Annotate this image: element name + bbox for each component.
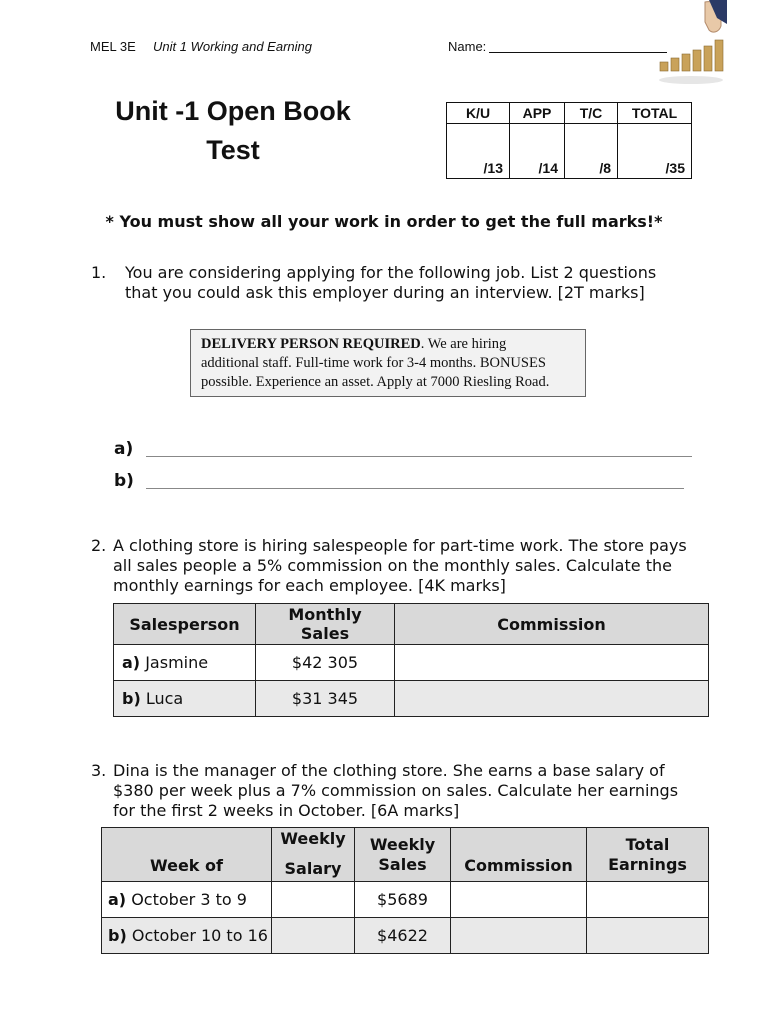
ad-line-1: . We are hiring bbox=[420, 336, 507, 352]
marks-header-app: APP bbox=[510, 103, 565, 124]
marks-header-total: TOTAL bbox=[618, 103, 692, 124]
salesperson-name: Jasmine bbox=[145, 653, 209, 672]
q2-header-monthly-sales bbox=[256, 604, 395, 645]
q3-row-b-commission-cell[interactable] bbox=[451, 918, 587, 954]
title-line-1: Unit -1 Open Book bbox=[115, 96, 351, 126]
q3-header-sales-line-1: Weekly bbox=[369, 834, 436, 854]
week-range: October 10 to 16 bbox=[131, 926, 268, 945]
marks-app-cell[interactable]: /14 bbox=[510, 124, 565, 179]
q3-header-total-line-2: Earnings bbox=[608, 854, 687, 874]
q2-row-a-commission-cell[interactable] bbox=[395, 645, 709, 681]
q3-line-3: for the first 2 weeks in October. [6A marks] bbox=[113, 801, 460, 820]
q1-b-answer-line[interactable] bbox=[146, 488, 684, 489]
q2-row-b-sales: $31 345 bbox=[256, 681, 395, 717]
q3-header-total-line-1: Total bbox=[625, 834, 670, 854]
q1-b-label: b) bbox=[114, 471, 134, 491]
marks-ku-cell[interactable]: /13 bbox=[447, 124, 510, 179]
name-field[interactable] bbox=[448, 39, 667, 54]
row-label: b) bbox=[122, 689, 141, 708]
ad-heading: DELIVERY PERSON REQUIRED bbox=[201, 336, 421, 352]
q3-line-2: $380 per week plus a 7% commission on sales. Calculate her earnings bbox=[113, 781, 679, 800]
q2-text bbox=[113, 536, 687, 596]
q1-line-1: You are considering applying for the following job. List 2 questions bbox=[125, 263, 657, 282]
week-range: October 3 to 9 bbox=[131, 890, 247, 909]
q3-header-salary-line-1: Weekly bbox=[280, 829, 346, 848]
q2-header-commission: Commission bbox=[395, 604, 709, 645]
q3-row-a-commission-cell[interactable] bbox=[451, 882, 587, 918]
table-row bbox=[114, 681, 709, 717]
q2-table bbox=[113, 603, 709, 717]
q1-number: 1. bbox=[91, 263, 107, 282]
q3-number: 3. bbox=[91, 761, 107, 780]
q1-text bbox=[125, 263, 656, 303]
q2-row-a-person bbox=[114, 645, 256, 681]
q3-row-a-week bbox=[102, 882, 272, 918]
q2-line-3: monthly earnings for each employee. [4K marks] bbox=[113, 576, 506, 595]
q2-header-salesperson: Salesperson bbox=[114, 604, 256, 645]
page-title bbox=[100, 92, 366, 170]
q3-header-commission: Commission bbox=[451, 828, 587, 882]
q3-row-a-salary-cell[interactable] bbox=[272, 882, 355, 918]
q2-row-b-person bbox=[114, 681, 256, 717]
row-label: a) bbox=[122, 653, 141, 672]
row-label: a) bbox=[108, 890, 127, 909]
coin-stack-hand-icon bbox=[655, 0, 727, 94]
table-row bbox=[102, 882, 709, 918]
q3-row-b-sales: $4622 bbox=[355, 918, 451, 954]
q1-line-2: that you could ask this employer during an interview. [2T marks] bbox=[125, 283, 645, 302]
q3-header-salary-line-2: Salary bbox=[284, 859, 342, 878]
q2-row-b-commission-cell[interactable] bbox=[395, 681, 709, 717]
q2-header-sales-line-1: Monthly bbox=[288, 605, 362, 624]
q3-text bbox=[113, 761, 678, 821]
q3-row-a-sales: $5689 bbox=[355, 882, 451, 918]
table-row bbox=[102, 918, 709, 954]
q3-header-weekly-salary bbox=[272, 828, 355, 882]
q2-number: 2. bbox=[91, 536, 107, 555]
ad-line-3: possible. Experience an asset. Apply at 7000 Riesling Road. bbox=[201, 374, 550, 390]
title-line-2: Test bbox=[206, 135, 260, 165]
course-code: MEL 3E bbox=[90, 39, 136, 54]
q2-line-1: A clothing store is hiring salespeople for part-time work. The store pays bbox=[113, 536, 687, 555]
ad-line-2: additional staff. Full-time work for 3-4 months. BONUSES bbox=[201, 355, 546, 371]
q3-line-1: Dina is the manager of the clothing store. She earns a base salary of bbox=[113, 761, 665, 780]
q1-a-label: a) bbox=[114, 439, 134, 459]
job-ad bbox=[190, 329, 586, 397]
q2-line-2: all sales people a 5% commission on the monthly sales. Calculate the bbox=[113, 556, 672, 575]
row-label: b) bbox=[108, 926, 127, 945]
name-line[interactable] bbox=[489, 40, 667, 53]
marks-header-tc: T/C bbox=[565, 103, 618, 124]
marks-table bbox=[446, 102, 692, 179]
q3-table bbox=[101, 827, 709, 954]
q3-row-b-week bbox=[102, 918, 272, 954]
table-row bbox=[114, 645, 709, 681]
q3-row-b-salary-cell[interactable] bbox=[272, 918, 355, 954]
q1-a-answer-line[interactable] bbox=[146, 456, 692, 457]
q3-header-week: Week of bbox=[102, 828, 272, 882]
q3-header-total-earnings bbox=[587, 828, 709, 882]
q3-row-b-total-cell[interactable] bbox=[587, 918, 709, 954]
name-label: Name: bbox=[448, 39, 487, 54]
q3-header-weekly-sales bbox=[355, 828, 451, 882]
salesperson-name: Luca bbox=[145, 689, 184, 708]
q2-row-a-sales: $42 305 bbox=[256, 645, 395, 681]
q3-header-sales-line-2: Sales bbox=[378, 854, 427, 874]
instruction: * You must show all your work in order to get the full marks!* bbox=[105, 212, 663, 231]
marks-total-cell[interactable]: /35 bbox=[618, 124, 692, 179]
marks-tc-cell[interactable]: /8 bbox=[565, 124, 618, 179]
marks-header-ku: K/U bbox=[447, 103, 510, 124]
q2-header-sales-line-2: Sales bbox=[300, 624, 350, 643]
unit-title: Unit 1 Working and Earning bbox=[153, 39, 312, 54]
q3-row-a-total-cell[interactable] bbox=[587, 882, 709, 918]
